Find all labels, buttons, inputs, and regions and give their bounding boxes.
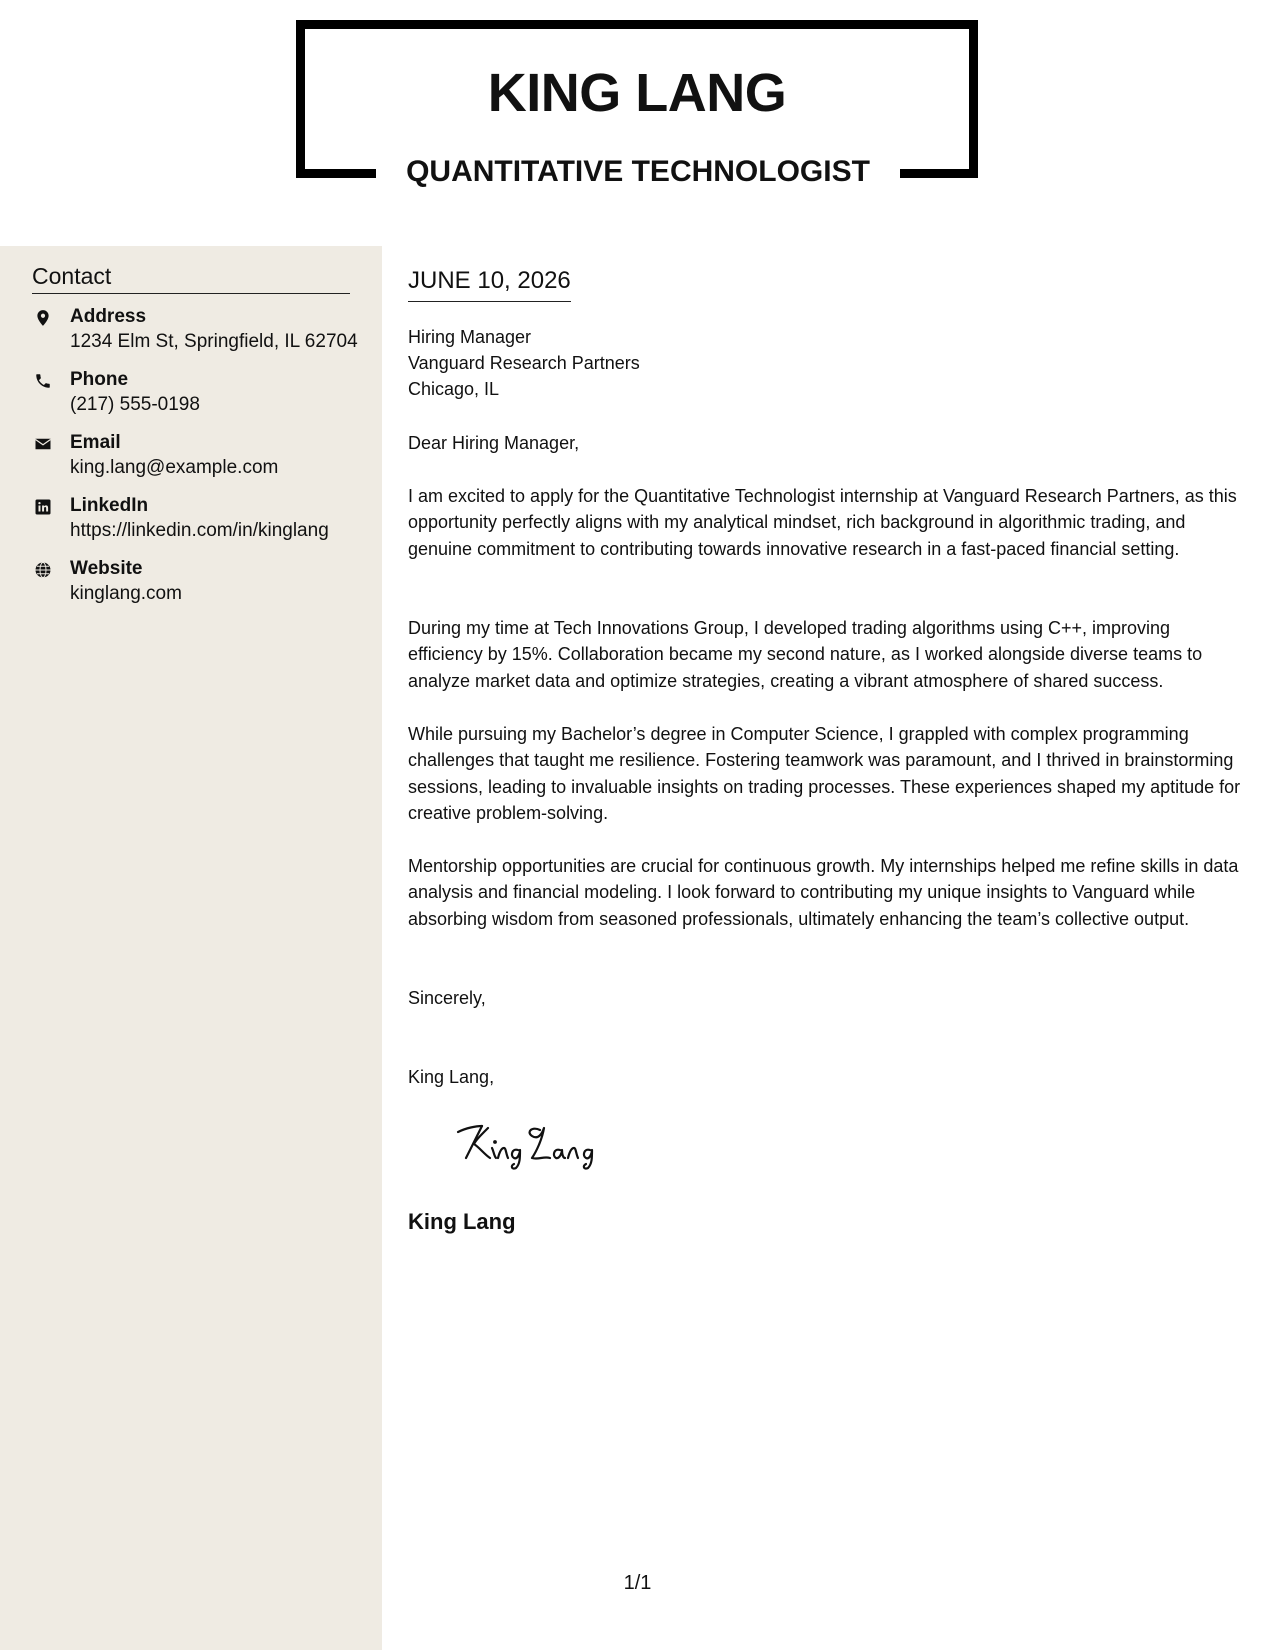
recipient-line: Chicago, IL <box>408 379 500 399</box>
body-paragraph: I am excited to apply for the Quantitative Technologist internship at Vanguard Research Partners, as this opportunity perfectly aligns with my analytical mindset, rich background in algorithmic trading, and genuine commitment to contributing towards innovative research in a fast-paced financial setting. <box>408 486 1237 559</box>
contact-label: Address <box>70 306 147 327</box>
globe-icon <box>34 561 52 579</box>
website-value[interactable]: kinglang.com <box>70 583 182 604</box>
contact-label: Website <box>70 558 143 579</box>
body-paragraph: During my time at Tech Innovations Group, I developed trading algorithms using C++, improving efficiency by 15%. Collaboration became my second nature, as I worked alongside diverse teams to analyze market data and optimize strategies, creating a vibrant atmosphere of shared success. <box>408 618 1203 691</box>
phone-icon <box>34 372 52 390</box>
email-value: king.lang@example.com <box>70 457 279 478</box>
printed-name: King Lang <box>408 1209 516 1234</box>
page-number: 1/1 <box>623 1572 652 1594</box>
closing: Sincerely, <box>408 988 486 1008</box>
salutation: Dear Hiring Manager, <box>408 433 580 453</box>
handwritten-signature <box>452 1118 632 1170</box>
linkedin-icon <box>34 498 52 516</box>
linkedin-value[interactable]: https://linkedin.com/in/kinglang <box>70 520 329 541</box>
header-frame-bottom-left <box>296 169 376 178</box>
sign-off-name: King Lang, <box>408 1067 495 1087</box>
recipient-block <box>408 324 640 402</box>
header-frame-top <box>296 20 978 29</box>
contact-label: Email <box>70 432 121 453</box>
body-paragraph: While pursuing my Bachelor’s degree in Computer Science, I grappled with complex programming challenges that taught me resilience. Fostering teamwork was paramount, and I thrived in brainstorming sessions, leading to invaluable insights on trading processes. These experiences shaped my aptitude for creative problem-solving. <box>408 724 1241 824</box>
address-value: 1234 Elm St, Springfield, IL 62704 <box>70 331 358 352</box>
envelope-icon <box>34 435 52 453</box>
contact-label: Phone <box>70 369 129 390</box>
map-pin-icon <box>34 309 52 327</box>
letter-date: JUNE 10, 2026 <box>408 266 571 302</box>
recipient-line: Vanguard Research Partners <box>408 353 640 373</box>
contact-heading: Contact <box>32 262 350 294</box>
body-paragraph: Mentorship opportunities are crucial for continuous growth. My internships helped me refine skills in data analysis and financial modeling. I look forward to contributing my unique insights to Vanguard while absorbing wisdom from seasoned professionals, ultimately enhancing the team’s collective output. <box>408 856 1239 929</box>
contact-label: LinkedIn <box>70 495 149 516</box>
header-frame-bottom-right <box>900 169 978 178</box>
applicant-title: QUANTITATIVE TECHNOLOGIST <box>406 155 870 188</box>
recipient-line: Hiring Manager <box>408 327 532 347</box>
phone-value: (217) 555-0198 <box>70 394 200 415</box>
applicant-name: KING LANG <box>487 63 787 123</box>
